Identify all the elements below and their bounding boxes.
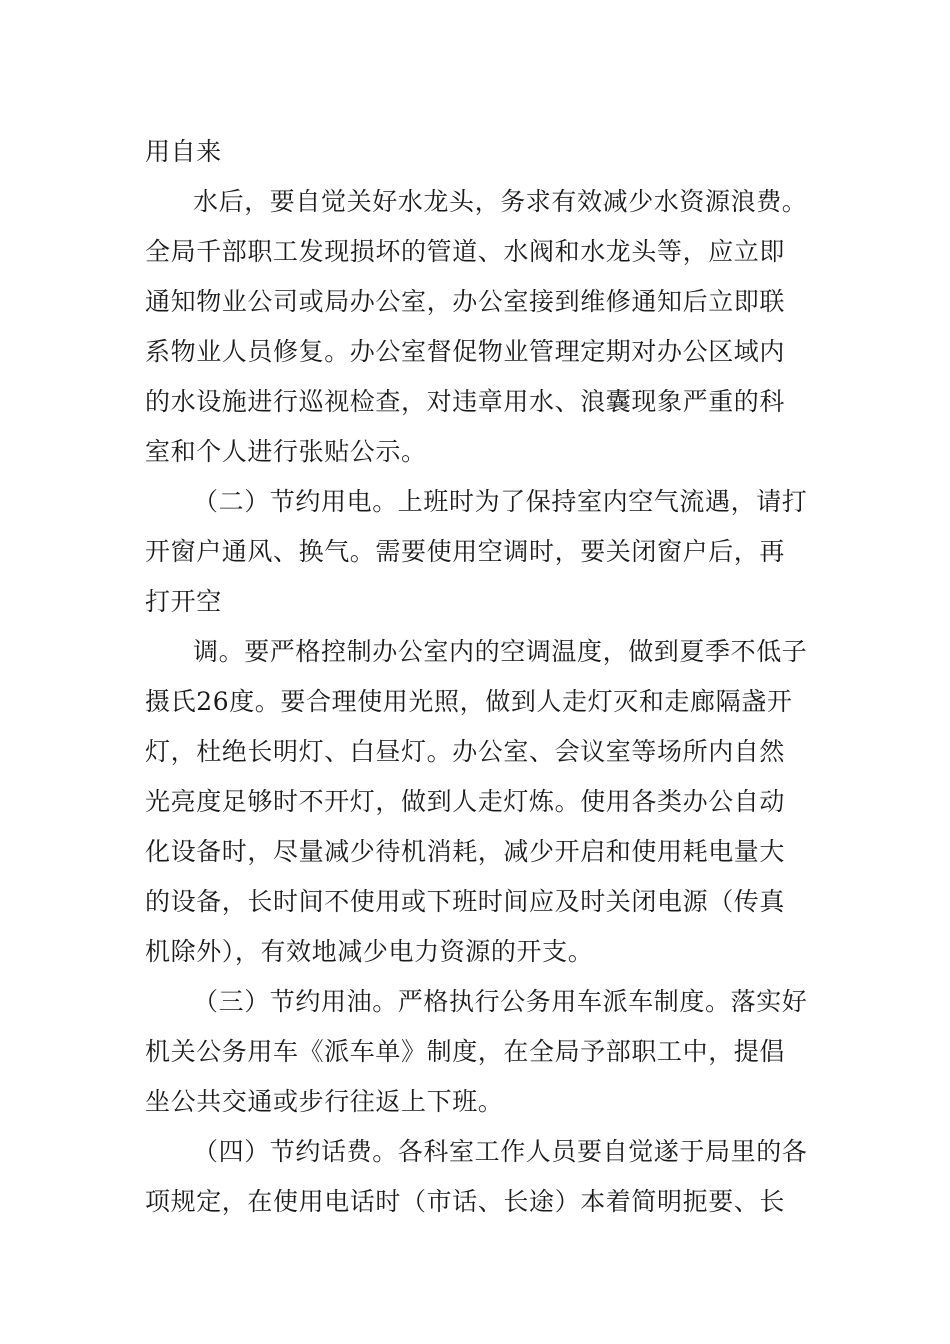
text-line: 全局千部职工发现损坏的管道、水阀和水龙头等，应立即 [145,237,786,266]
text-line: 用自来 [145,137,222,166]
text-line: 机关公务用车《派车单》制度，在全局予部职工中，提倡 [145,1037,786,1066]
text-line: 摄氏26度。要合理使用光照，做到人走灯灭和走廊隔盏开 [145,687,793,716]
text-line: 调。要严格控制办公室内的空调温度，做到夏季不低子 [193,637,808,666]
text-line: 机除外），有效地减少电力资源的开支。 [145,937,594,966]
text-line: 灯，杜绝长明灯、白昼灯。办公室、会议室等场所内自然 [145,737,786,766]
text-line: 的水设施进行巡视检查，对违章用水、浪囊现象严重的科 [145,387,786,416]
text-line: （三）节约用油。严格执行公务用车派车制度。落实好 [193,987,808,1016]
text-line: 项规定，在使用电话时（市话、长途）本着简明扼要、长 [145,1187,786,1216]
text-line: 的设备，长时间不使用或下班时间应及时关闭电源（传真 [145,887,786,916]
text-line: 坐公共交通或步行往返上下班。 [145,1087,504,1116]
text-line: 光亮度足够时不开灯，做到人走灯炼。使用各类办公自动 [145,787,786,816]
text-line: （二）节约用电。上班时为了保持室内空气流遇，请打 [193,487,808,516]
text-line: 化设备时，尽量减少待机消耗，减少开启和使用耗电量大 [145,837,786,866]
text-line: 开窗户通风、换气。需要使用空调时，要关闭窗户后，再 [145,537,786,566]
text-line: 系物业人员修复。办公室督促物业管理定期对办公区域内 [145,337,786,366]
text-line: （四）节约话费。各科室工作人员要自觉遂于局里的各 [193,1137,808,1166]
text-line: 通知物业公司或局办公室，办公室接到维修通知后立即联 [145,287,786,316]
text-line: 水后，要自觉关好水龙头，务求有效减少水资源浪费。 [193,187,808,216]
text-line: 打开空 [145,587,222,616]
text-line: 室和个人进行张贴公示。 [145,437,427,466]
